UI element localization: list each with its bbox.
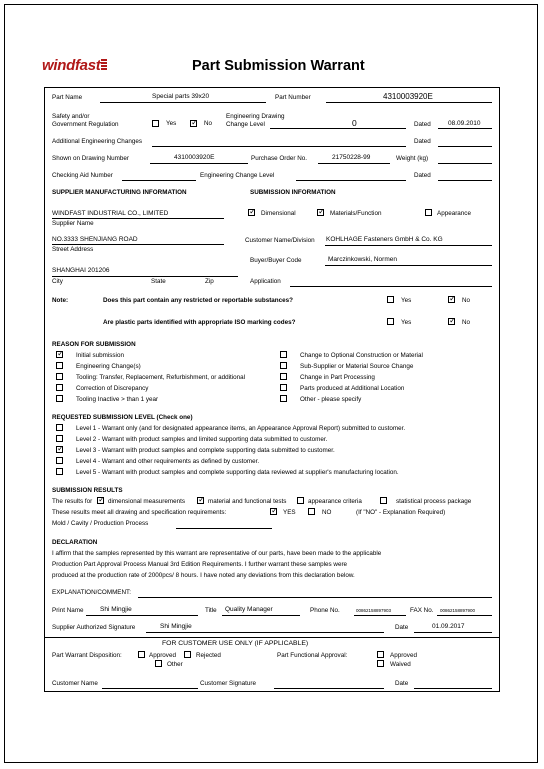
reason-checkbox[interactable]: ✓ — [57, 349, 64, 358]
level-item: Level 2 - Warrant with product samples and limited supporting data submitted to customer. — [76, 436, 328, 443]
reason-item: Sub-Supplier or Material Source Change — [300, 363, 414, 370]
fax-value[interactable]: 00862158897900 — [440, 608, 476, 613]
meet-no-label: NO — [322, 509, 332, 516]
reason-item: Tooling: Transfer, Replacement, Refurbishment, or additional — [76, 374, 246, 381]
materials-checkbox[interactable]: ✓ — [318, 207, 325, 216]
reason-checkbox[interactable] — [280, 362, 287, 369]
zip-label: Zip — [205, 278, 214, 285]
results-for-label: The results for — [52, 498, 93, 505]
safety-no-checkbox[interactable]: ✓ — [191, 118, 198, 127]
supplier-name-label: Supplier Name — [52, 220, 94, 227]
signature-value[interactable]: Shi Mingjie — [160, 623, 192, 630]
reason-item: Change in Part Processing — [300, 374, 375, 381]
dim-results-label: dimensional measurements — [108, 498, 185, 505]
meet-no-checkbox[interactable] — [308, 508, 315, 515]
state-label: State — [151, 278, 166, 285]
functional-approval-label: Part Functional Approval: — [277, 652, 348, 659]
safety-label: Safety and/or — [52, 113, 90, 120]
fax-label: FAX No. — [410, 607, 434, 614]
phone-label: Phone No. — [310, 607, 340, 614]
reason-item: Parts produced at Additional Location — [300, 385, 405, 392]
phone-value[interactable]: 00862158897903 — [356, 608, 392, 613]
supplier-heading: SUPPLIER MANUFACTURING INFORMATION — [52, 189, 187, 196]
dated-label: Dated — [414, 121, 431, 128]
checking-aid-label: Checking Aid Number — [52, 172, 113, 179]
change-level-label: Change Level — [226, 121, 265, 128]
mold-label: Mold / Cavity / Production Process — [52, 520, 149, 527]
signature-label: Supplier Authorized Signature — [52, 624, 136, 631]
level-checkbox[interactable] — [56, 435, 63, 442]
reason-item: Correction of Discrepancy — [76, 385, 149, 392]
func-waived-checkbox[interactable] — [377, 660, 384, 667]
signature-date-value[interactable]: 01.09.2017 — [432, 623, 465, 630]
restricted-question: Does this part contain any restricted or reportable substances? — [103, 297, 294, 304]
reason-checkbox[interactable] — [280, 395, 287, 402]
restricted-yes-label: Yes — [401, 297, 412, 304]
level-checkbox[interactable] — [56, 457, 63, 464]
reason-item: Engineering Change(s) — [76, 363, 141, 370]
customer-value[interactable]: KOHLHAGE Fasteners GmbH & Co. KG — [326, 236, 443, 243]
level-item: Level 4 - Warrant and other requirements as defined by customer. — [76, 458, 260, 465]
part-number-label: Part Number — [275, 94, 311, 101]
level-heading: REQUESTED SUBMISSION LEVEL (Check one) — [52, 414, 193, 421]
declaration-line: I affirm that the samples represented by this warrant are representative of our parts, have been made to the applicable — [52, 550, 382, 557]
customer-use-heading: FOR CUSTOMER USE ONLY (IF APPLICABLE) — [162, 640, 309, 647]
if-no-label: (If "NO" - Explanation Required) — [356, 509, 446, 516]
reason-item: Tooling Inactive > than 1 year — [76, 396, 159, 403]
appearance-checkbox[interactable] — [425, 209, 432, 216]
reason-item: Initial submission — [76, 352, 124, 359]
customer-signature-label: Customer Signature — [200, 680, 256, 687]
declaration-line: produced at the production rate of 2000pcs/ 8 hours. I have noted any deviations from this declaration below. — [52, 572, 355, 579]
mat-results-label: material and functional tests — [208, 498, 287, 505]
windfast-logo: windfast — [42, 57, 107, 74]
reason-heading: REASON FOR SUBMISSION — [52, 341, 136, 348]
print-name-value[interactable]: Shi Mingjie — [100, 606, 132, 613]
reason-checkbox[interactable] — [280, 384, 287, 391]
dim-results-checkbox[interactable]: ✓ — [98, 495, 105, 504]
func-approved-checkbox[interactable] — [377, 651, 384, 658]
addl-eng-changes-label: Additional Engineering Changes — [52, 138, 142, 145]
po-label: Purchase Order No. — [251, 155, 307, 162]
level-item: Level 3 - Warrant with product samples and complete supporting data submitted to customer. — [76, 447, 335, 454]
iso-yes-checkbox[interactable] — [387, 318, 394, 325]
part-number-value[interactable]: 4310003920E — [383, 92, 433, 101]
mat-results-checkbox[interactable]: ✓ — [198, 495, 205, 504]
po-value[interactable]: 21750228-99 — [332, 154, 371, 161]
reason-item: Change to Optional Construction or Material — [300, 352, 423, 359]
declaration-heading: DECLARATION — [52, 539, 98, 546]
note-label: Note: — [52, 297, 69, 304]
submission-info-heading: SUBMISSION INFORMATION — [250, 189, 336, 196]
shown-on-drawing-label: Shown on Drawing Number — [52, 155, 129, 162]
safety-yes-checkbox[interactable] — [152, 120, 159, 127]
appearance-label: Appearance — [437, 210, 471, 217]
stat-results-label: statistical process package — [396, 498, 472, 505]
customer-date-label: Date — [395, 680, 409, 687]
reason-checkbox[interactable] — [56, 384, 63, 391]
dated-value[interactable]: 08.09.2010 — [448, 120, 481, 127]
eng-change-level-label: Engineering Change Level — [200, 172, 275, 179]
func-approved-label: Approved — [390, 652, 417, 659]
buyer-label: Buyer/Buyer Code — [250, 257, 302, 264]
other-checkbox[interactable] — [155, 660, 162, 667]
other-label: Other — [167, 661, 183, 668]
city-label: City — [52, 278, 63, 285]
meet-all-label: These results meet all drawing and specification requirements: — [52, 509, 227, 516]
iso-no-checkbox[interactable]: ✓ — [449, 316, 456, 325]
safety-yes-label: Yes — [166, 120, 177, 127]
street-address-label: Street Address — [52, 246, 94, 253]
eng-drawing-label: Engineering Drawing — [226, 113, 285, 120]
dated-label-2: Dated — [414, 138, 431, 145]
iso-no-label: No — [462, 319, 471, 326]
reason-checkbox[interactable] — [280, 351, 287, 358]
title-value[interactable]: Quality Manager — [225, 606, 273, 613]
weight-label: Weight (kg) — [396, 155, 429, 162]
shown-on-drawing-value[interactable]: 4310003920E — [174, 154, 215, 161]
rejected-label: Rejected — [196, 652, 221, 659]
approved-label: Approved — [149, 652, 176, 659]
iso-question: Are plastic parts identified with appropriate ISO marking codes? — [103, 319, 296, 326]
signature-date-label: Date — [395, 624, 409, 631]
declaration-line: Production Part Approval Process Manual 3rd Edition Requirements. I further warrant these samples were — [52, 561, 348, 568]
results-heading: SUBMISSION RESULTS — [52, 487, 123, 494]
level-checkbox[interactable]: ✓ — [57, 444, 64, 453]
part-name-value[interactable]: Special parts 39x20 — [152, 93, 210, 100]
reason-checkbox[interactable] — [56, 395, 63, 402]
meet-yes-label: YES — [283, 509, 296, 516]
approved-checkbox[interactable] — [138, 651, 145, 658]
iso-yes-label: Yes — [401, 319, 412, 326]
part-name-label: Part Name — [52, 94, 83, 101]
reason-item: Other - please specify — [300, 396, 362, 403]
restricted-no-label: No — [462, 297, 471, 304]
level-checkbox[interactable] — [56, 424, 63, 431]
city-value[interactable]: SHANGHAI 201206 — [52, 267, 110, 274]
dimensional-label: Dimensional — [261, 210, 296, 217]
level-checkbox[interactable] — [56, 468, 63, 475]
explanation-label: EXPLANATION/COMMENT: — [52, 589, 131, 596]
reason-checkbox[interactable] — [280, 373, 287, 380]
rejected-checkbox[interactable] — [184, 651, 191, 658]
print-name-label: Print Name — [52, 607, 84, 614]
stat-results-checkbox[interactable] — [380, 497, 387, 504]
eng-drawing-value[interactable]: 0 — [352, 118, 357, 128]
dated-label-3: Dated — [414, 172, 431, 179]
materials-label: Materials/Function — [330, 210, 382, 217]
level-item: Level 5 - Warrant with product samples and complete supporting data reviewed at supplier's manufacturing location. — [76, 469, 399, 476]
customer-label: Customer Name/Division — [245, 237, 315, 244]
restricted-no-checkbox[interactable]: ✓ — [449, 294, 456, 303]
gov-reg-label: Government Regulation — [52, 121, 119, 128]
buyer-value[interactable]: Marczinkowski, Normen — [328, 256, 397, 263]
customer-name-label: Customer Name — [52, 680, 98, 687]
meet-yes-checkbox[interactable]: ✓ — [271, 506, 278, 515]
reason-checkbox[interactable] — [56, 373, 63, 380]
app-results-checkbox[interactable] — [297, 497, 304, 504]
supplier-name-value[interactable]: WINDFAST INDUSTRIAL CO., LIMITED — [52, 210, 169, 217]
func-waived-label: Waived — [390, 661, 411, 668]
reason-checkbox[interactable] — [56, 362, 63, 369]
disposition-label: Part Warrant Disposition: — [52, 652, 122, 659]
title-label: Title — [205, 607, 217, 614]
application-label: Application — [250, 278, 281, 285]
level-item: Level 1 - Warrant only (and for designated appearance items, an Appearance Approval Report) submitted to customer. — [76, 425, 406, 432]
form-title: Part Submission Warrant — [192, 58, 365, 74]
restricted-yes-checkbox[interactable] — [387, 296, 394, 303]
street-address-value[interactable]: NO.3333 SHENJIANG ROAD — [52, 236, 138, 243]
app-results-label: appearance criteria — [308, 498, 362, 505]
safety-no-label: No — [204, 120, 213, 127]
dimensional-checkbox[interactable]: ✓ — [249, 207, 256, 216]
